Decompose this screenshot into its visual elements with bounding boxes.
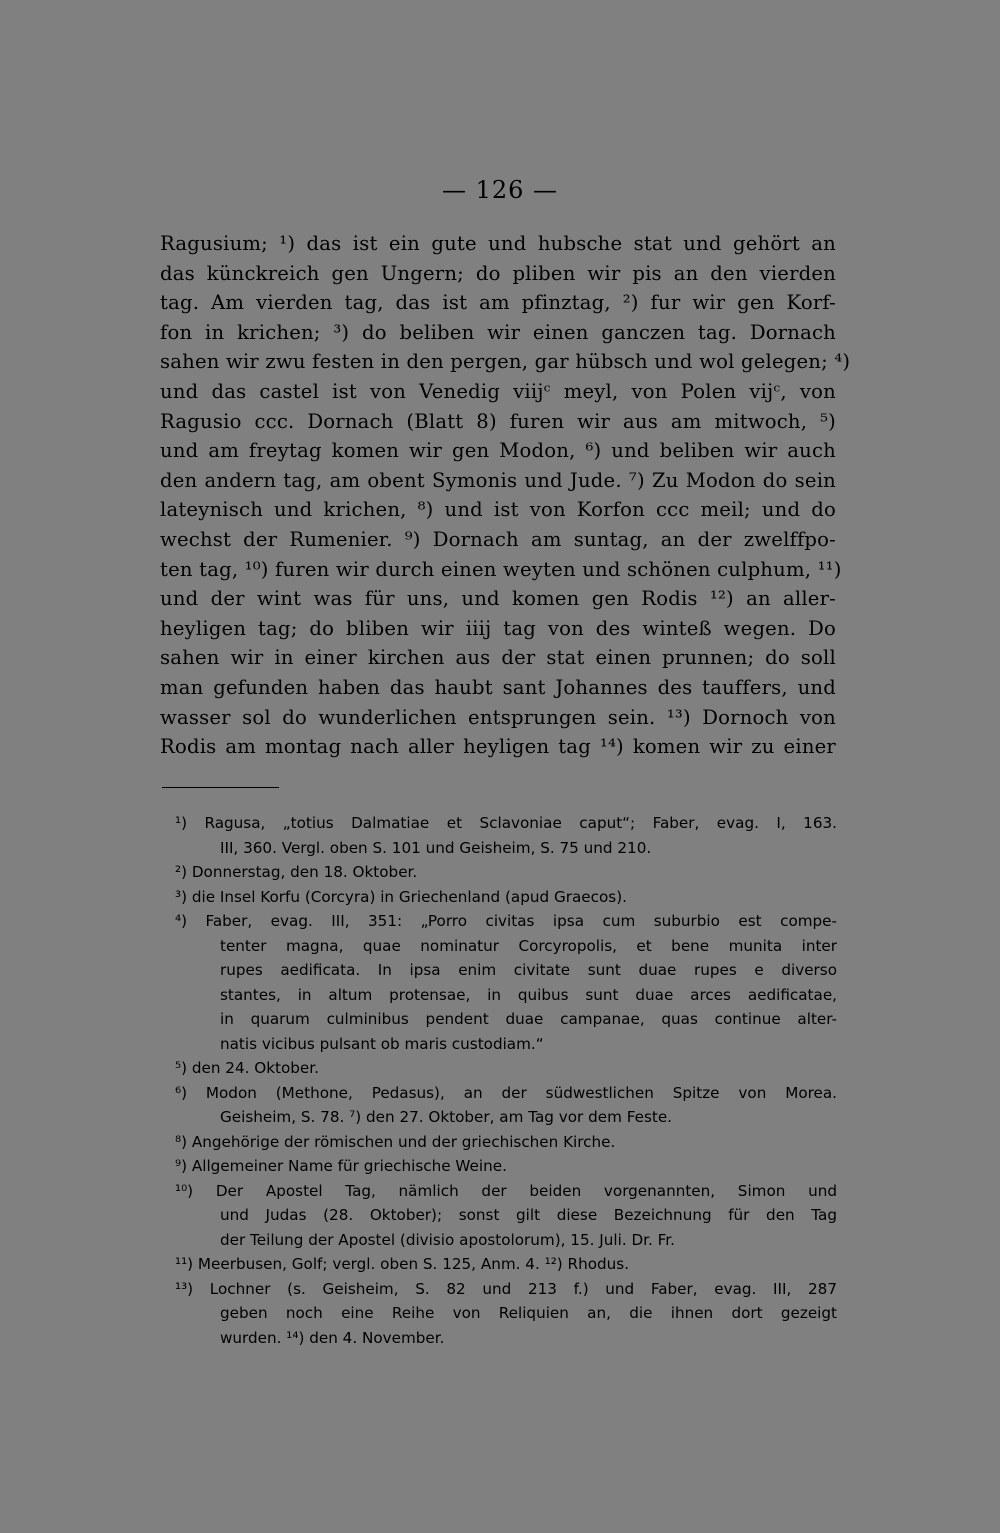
footnote-line: in quarum culminibus pendent duae campanae, quas continue alter- xyxy=(220,1010,837,1028)
footnote-line: ⁸) Angehörige der römischen und der griechischen Kirche. xyxy=(175,1132,616,1151)
text-line: und das castel ist von Venedig viijᶜ meyl, von Polen vijᶜ, von xyxy=(160,379,836,403)
footnote-line: ⁹) Allgemeiner Name für griechische Weine. xyxy=(175,1157,507,1175)
page-number: — 126 — xyxy=(441,176,559,204)
text-line: sahen wir in einer kirchen aus der stat einen prunnen; do soll xyxy=(160,646,836,670)
text-line: sahen wir zwu festen in den pergen, gar hübsch und wol gelegen; ⁴) xyxy=(160,350,851,374)
text-line: und der wint was für uns, und komen gen Rodis ¹²) an aller- xyxy=(160,587,836,611)
footnote-line: ¹) Ragusa, „totius Dalmatiae et Sclavoniae caput“; Faber, evag. I, 163. xyxy=(175,814,837,832)
text-line: fon in krichen; ³) do beliben wir einen ganczen tag. Dornach xyxy=(160,320,836,344)
footnote-line: ⁶) Modon (Methone, Pedasus), an der südwestlichen Spitze von Morea. xyxy=(175,1083,837,1102)
text-line: wasser sol do wunderlichen entsprungen sein. ¹³) Dornoch von xyxy=(160,705,836,729)
footnote-line: ¹³) Lochner (s. Geisheim, S. 82 und 213 f.) und Faber, evag. III, 287 xyxy=(175,1279,837,1298)
text-line: ten tag, ¹⁰) furen wir durch einen weyten und schönen culphum, ¹¹) xyxy=(160,557,842,581)
footnotes xyxy=(175,811,837,1350)
footnote-line: Geisheim, S. 78. ⁷) den 27. Oktober, am Tag vor dem Feste. xyxy=(220,1108,673,1126)
text-line: lateynisch und krichen, ⁸) und ist von Korfon ccc meil; und do xyxy=(160,498,836,522)
footnote-line: III, 360. Vergl. oben S. 101 und Geisheim, S. 75 und 210. xyxy=(220,838,652,857)
footnote-line: geben noch eine Reihe von Reliquien an, die ihnen dort gezeigt xyxy=(220,1304,837,1322)
text-line: heyligen tag; do bliben wir iiij tag von des winteß wegen. Do xyxy=(160,616,836,640)
footnote-line: ²) Donnerstag, den 18. Oktober. xyxy=(175,863,418,881)
footnote-line: und Judas (28. Oktober); sonst gilt diese Bezeichnung für den Tag xyxy=(220,1206,837,1224)
text-line: das künckreich gen Ungern; do pliben wir pis an den vierden xyxy=(160,261,836,285)
text-line: wechst der Rumenier. ⁹) Dornach am suntag, an der zwelffpo- xyxy=(160,527,836,551)
footnote-line: ⁴) Faber, evag. III, 351: „Porro civitas ipsa cum suburbio est compe- xyxy=(175,912,837,930)
footnote-line: natis vicibus pulsant ob maris custodiam.“ xyxy=(220,1034,544,1053)
text-line: Ragusio ccc. Dornach (Blatt 8) furen wir aus am mitwoch, ⁵) xyxy=(160,409,836,433)
footnote-line: tenter magna, quae nominatur Corcyropolis, et bene munita inter xyxy=(220,936,837,955)
main-text xyxy=(160,229,851,762)
text-line: Rodis am montag nach aller heyligen tag ¹⁴) komen wir zu einer xyxy=(160,735,836,759)
text-line: tag. Am vierden tag, das ist am pfinztag, ²) fur wir gen Korf- xyxy=(160,291,836,315)
footnote-line: der Teilung der Apostel (divisio apostolorum), 15. Juli. Dr. Fr. xyxy=(220,1230,675,1249)
footnote-line: ⁵) den 24. Oktober. xyxy=(175,1059,319,1077)
footnote-line: ³) die Insel Korfu (Corcyra) in Griechenland (apud Graecos). xyxy=(175,887,627,906)
footnote-line: rupes aedificata. In ipsa enim civitate sunt duae rupes e diverso xyxy=(220,961,837,979)
footnote-divider xyxy=(162,787,279,788)
footnote-line: ¹⁰) Der Apostel Tag, nämlich der beiden vorgenannten, Simon und xyxy=(175,1181,837,1200)
text-line: man gefunden haben das haubt sant Johannes des tauffers, und xyxy=(160,675,836,699)
text-line: Ragusium; ¹) das ist ein gute und hubsche stat und gehört an xyxy=(160,232,836,255)
text-line: und am freytag komen wir gen Modon, ⁶) und beliben wir auch xyxy=(160,439,836,463)
footnote-line: ¹¹) Meerbusen, Golf; vergl. oben S. 125, Anm. 4. ¹²) Rhodus. xyxy=(175,1255,630,1273)
footnote-line: stantes, in altum protensae, in quibus sunt duae arces aedificatae, xyxy=(220,985,837,1004)
text-line: den andern tag, am obent Symonis und Jude. ⁷) Zu Modon do sein xyxy=(160,468,836,492)
footnote-line: wurden. ¹⁴) den 4. November. xyxy=(220,1328,445,1347)
